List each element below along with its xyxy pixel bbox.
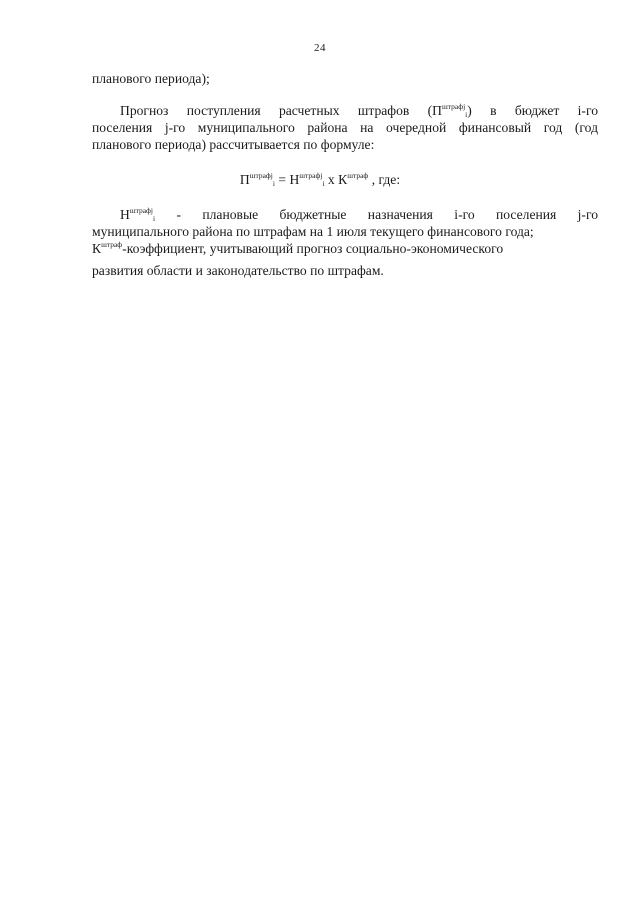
subscript: i (465, 110, 468, 119)
formula-symbol: К (338, 172, 348, 187)
paragraph-line (92, 102, 598, 119)
paragraph-forecast (92, 102, 598, 153)
text-fragment: - плановые бюджетные назначения i-го поселения j-го (155, 207, 598, 222)
paragraph-planning-period (92, 70, 598, 87)
subscript: i (322, 179, 325, 188)
formula-operator: х (324, 172, 339, 187)
formula-symbol: П (239, 172, 250, 187)
subscript: i (272, 179, 275, 188)
formula-symbol: К (92, 241, 102, 256)
paragraph-line: муниципального района по штрафам на 1 июля текущего финансового года; (92, 224, 534, 239)
paragraph-line: планового периода) рассчитывается по формуле: (92, 137, 375, 152)
paragraph-line (92, 240, 598, 257)
paragraph-text: планового периода); (92, 71, 210, 86)
superscript: штрафj (129, 206, 153, 215)
formula (0, 172, 640, 188)
formula-symbol: Н (289, 172, 300, 187)
paragraph-definitions (92, 206, 598, 279)
paragraph-line: развития области и законодательство по штрафам. (92, 263, 384, 278)
subscript: i (153, 214, 156, 223)
formula-symbol: Н (120, 207, 130, 222)
formula-operator: = (274, 172, 290, 187)
paragraph-line (92, 206, 598, 223)
superscript: штраф (347, 171, 369, 180)
superscript: штрафj (249, 171, 273, 180)
paragraph-line: поселения j-го муниципального района на очередной финансовый год (год (92, 120, 598, 135)
superscript: штрафj (442, 102, 466, 111)
page-number: 24 (314, 42, 326, 54)
text-fragment: Прогноз поступления расчетных штрафов (П (120, 103, 442, 118)
text-fragment: ) в бюджет i-го (467, 103, 598, 118)
superscript: штраф (101, 240, 123, 249)
formula-tail: , где: (368, 172, 401, 187)
superscript: штрафj (299, 171, 323, 180)
text-fragment: -коэффициент, учитывающий прогноз социально-экономического (122, 241, 504, 256)
